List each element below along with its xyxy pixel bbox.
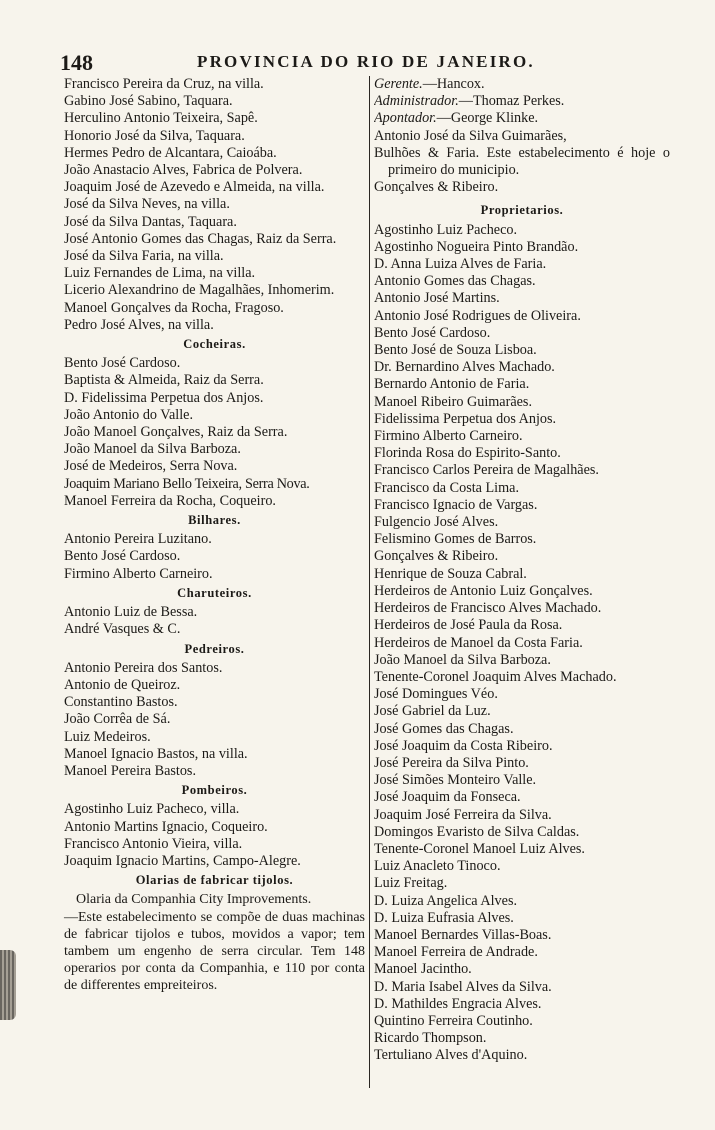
staff-line: Antonio José da Silva Guimarães, — [374, 127, 567, 144]
list-item: Agostinho Luiz Pacheco. — [374, 221, 518, 238]
list-item: Herdeiros de José Paula da Rosa. — [374, 617, 563, 634]
list-item: D. Mathildes Engracia Alves. — [374, 995, 542, 1012]
list-item: José de Medeiros, Serra Nova. — [64, 458, 238, 475]
list-item: Joaquim Ignacio Martins, Campo-Alegre. — [64, 852, 301, 869]
administrador-label: Administrador. — [374, 93, 459, 110]
list-item: Antonio José Martins. — [374, 290, 500, 307]
administrador-line — [374, 93, 670, 110]
section-heading-pombeiros: Pombeiros. — [181, 783, 248, 798]
list-item: D. Maria Isabel Alves da Silva. — [374, 978, 552, 995]
olarias-first-line: Olaria da Companhia City Improvements. — [76, 892, 312, 908]
list-item: José Antonio Gomes das Chagas, Raiz da Serra. — [64, 230, 337, 247]
list-item: Antonio José Rodrigues de Oliveira. — [374, 307, 581, 324]
list-item: Manoel Ribeiro Guimarães. — [374, 393, 532, 410]
binding-edge — [0, 950, 16, 1020]
list-item: Fidelissima Perpetua dos Anjos. — [374, 410, 557, 427]
list-item: Herdeiros de Manoel da Costa Faria. — [374, 634, 583, 651]
list-item: Ricardo Thompson. — [374, 1030, 487, 1047]
list-item: Bento José Cardoso. — [64, 548, 181, 565]
list-item: Henrique de Souza Cabral. — [374, 565, 527, 582]
list-item: Fulgencio José Alves. — [374, 514, 499, 531]
list-item: Gonçalves & Ribeiro. — [374, 548, 499, 565]
section-heading-cocheiras: Cocheiras. — [183, 337, 246, 352]
pombeiros-list — [64, 801, 365, 870]
list-item: Florinda Rosa do Espirito-Santo. — [374, 445, 561, 462]
charuteiros-list — [64, 604, 365, 638]
apontador-name: —George Klinke. — [436, 110, 539, 127]
list-item: Hermes Pedro de Alcantara, Caioába. — [64, 144, 277, 161]
page-number: 148 — [60, 50, 93, 75]
list-item: André Vasques & C. — [64, 621, 181, 638]
list-item: Manoel Ferreira de Andrade. — [374, 944, 538, 961]
section-heading-charuteiros: Charuteiros. — [177, 585, 252, 600]
list-item: José da Silva Dantas, Taquara. — [64, 213, 237, 230]
list-item: Manoel Jacintho. — [374, 961, 472, 978]
list-item: Luiz Freitag. — [374, 875, 448, 892]
list-item: D. Anna Luiza Alves de Faria. — [374, 256, 547, 273]
list-item: Luiz Medeiros. — [64, 728, 151, 745]
list-item: Tertuliano Alves d'Aquino. — [374, 1047, 528, 1064]
administrador-name: —Thomaz Perkes. — [458, 93, 565, 110]
list-item: Antonio de Queiroz. — [64, 676, 181, 693]
staff-line: Gonçalves & Ribeiro. — [374, 179, 499, 196]
list-item: José da Silva Faria, na villa. — [64, 248, 224, 265]
list-item: Antonio Luiz de Bessa. — [64, 604, 198, 621]
list-item: Francisco da Costa Lima. — [374, 479, 519, 496]
list-item: João Antonio do Valle. — [64, 406, 193, 423]
list-item: Felismino Gomes de Barros. — [374, 531, 537, 548]
list-item: Luiz Fernandes de Lima, na villa. — [64, 265, 256, 282]
list-item: Dr. Bernardino Alves Machado. — [374, 359, 555, 376]
staff-block — [374, 76, 670, 196]
list-item: Francisco Pereira da Cruz, na villa. — [64, 76, 264, 92]
list-item: Antonio Pereira Luzitano. — [64, 531, 212, 548]
list-item: Agostinho Luiz Pacheco, villa. — [64, 801, 240, 818]
list-item: Bento José de Souza Lisboa. — [374, 342, 537, 359]
list-item: Manoel Pereira Bastos. — [64, 762, 196, 779]
list-item: Bernardo Antonio de Faria. — [374, 376, 530, 393]
olarias-paragraph — [64, 891, 365, 994]
list-item: Bento José Cardoso. — [64, 355, 181, 372]
left-column — [64, 76, 365, 995]
list-item: Quintino Ferreira Coutinho. — [374, 1012, 533, 1029]
list-item: Honorio José da Silva, Taquara. — [64, 127, 245, 144]
list-item: Gabino José Sabino, Taquara. — [64, 93, 233, 110]
section-heading-proprietarios: Proprietarios. — [480, 203, 564, 218]
list-item: José Simões Monteiro Valle. — [374, 772, 537, 789]
gerente-name: —Hancox. — [422, 76, 485, 92]
list-item: Bento José Cardoso. — [374, 324, 491, 341]
list-item: José Gabriel da Luz. — [374, 703, 491, 720]
list-item: D. Luiza Eufrasia Alves. — [374, 909, 514, 926]
list-item: José Joaquim da Costa Ribeiro. — [374, 737, 553, 754]
section-heading-pedreiros: Pedreiros. — [184, 641, 245, 656]
list-item: D. Fidelissima Perpetua dos Anjos. — [64, 389, 264, 406]
list-item: Manoel Gonçalves da Rocha, Fragoso. — [64, 299, 284, 316]
list-item: Agostinho Nogueira Pinto Brandão. — [374, 238, 579, 255]
apontador-line — [374, 110, 670, 127]
list-item: Herdeiros de Antonio Luiz Gonçalves. — [374, 582, 593, 599]
list-item: D. Luiza Angelica Alves. — [374, 892, 518, 909]
list-item: Manoel Ferreira da Rocha, Coqueiro. — [64, 492, 276, 509]
list-item: Antonio Gomes das Chagas. — [374, 273, 536, 290]
list-item: Firmino Alberto Carneiro. — [374, 428, 523, 445]
list-item: Luiz Anacleto Tinoco. — [374, 858, 501, 875]
list-item: Joaquim José de Azevedo e Almeida, na villa. — [64, 179, 325, 196]
olarias-description: —Este estabelecimento se compõe de duas machinas de fabricar tijolos e tubos, movidos a vapor; tem tambem um engenho de serra circular. Tem 148 operarios por conta da Companhia, e 110 por conta de differentes empreiteiros. — [64, 909, 365, 994]
list-item: Francisco Ignacio de Vargas. — [374, 496, 538, 513]
list-item: João Manoel Gonçalves, Raiz da Serra. — [64, 424, 288, 441]
list-item: Antonio Martins Ignacio, Coqueiro. — [64, 818, 268, 835]
list-item: Antonio Pereira dos Santos. — [64, 659, 223, 676]
list-item: Baptista & Almeida, Raiz da Serra. — [64, 372, 264, 389]
list-item: José da Silva Neves, na villa. — [64, 196, 230, 213]
apontador-label: Apontador. — [374, 110, 437, 127]
list-item: Tenente-Coronel Manoel Luiz Alves. — [374, 840, 585, 857]
list-item: Francisco Carlos Pereira de Magalhães. — [374, 462, 599, 479]
list-item: Constantino Bastos. — [64, 694, 178, 711]
list-item: Joaquim Mariano Bello Teixeira, Serra Nova. — [64, 475, 310, 492]
staff-paragraph: Bulhões & Faria. Este estabelecimento é hoje o primeiro do municipio. — [374, 144, 670, 179]
list-item: Francisco Antonio Vieira, villa. — [64, 835, 243, 852]
list-item: José Domingues Véo. — [374, 686, 498, 703]
list-item: Manoel Bernardes Villas-Boas. — [374, 926, 552, 943]
list-item: Domingos Evaristo de Silva Caldas. — [374, 823, 580, 840]
list-item: João Corrêa de Sá. — [64, 711, 171, 728]
list-item: Pedro José Alves, na villa. — [64, 316, 214, 333]
list-item: Firmino Alberto Carneiro. — [64, 565, 213, 582]
list-item: Manoel Ignacio Bastos, na villa. — [64, 745, 248, 762]
list-item: Tenente-Coronel Joaquim Alves Machado. — [374, 668, 617, 685]
page-header — [60, 50, 668, 74]
gerente-line — [374, 76, 670, 93]
section-heading-olarias: Olarias de fabricar tijolos. — [135, 873, 294, 888]
intro-list — [64, 76, 365, 334]
bilhares-list — [64, 531, 365, 583]
list-item: Herdeiros de Francisco Alves Machado. — [374, 600, 602, 617]
list-item: José Gomes das Chagas. — [374, 720, 514, 737]
list-item: Herculino Antonio Teixeira, Sapê. — [64, 110, 258, 127]
list-item: José Pereira da Silva Pinto. — [374, 754, 529, 771]
running-title: PROVINCIA DO RIO DE JANEIRO. — [197, 52, 535, 71]
proprietarios-list — [374, 222, 670, 1065]
list-item: Licerio Alexandrino de Magalhães, Inhomerim. — [64, 282, 335, 299]
pedreiros-list — [64, 660, 365, 780]
cocheiras-list — [64, 355, 365, 510]
list-item: João Manoel da Silva Barboza. — [374, 651, 551, 668]
gerente-label: Gerente. — [374, 76, 423, 92]
list-item: José Joaquim da Fonseca. — [374, 789, 521, 806]
right-column — [374, 76, 670, 1065]
list-item: João Anastacio Alves, Fabrica de Polvera. — [64, 162, 303, 179]
list-item: João Manoel da Silva Barboza. — [64, 441, 241, 458]
section-heading-bilhares: Bilhares. — [188, 513, 241, 528]
column-divider — [369, 76, 370, 1088]
list-item: Joaquim José Ferreira da Silva. — [374, 806, 552, 823]
